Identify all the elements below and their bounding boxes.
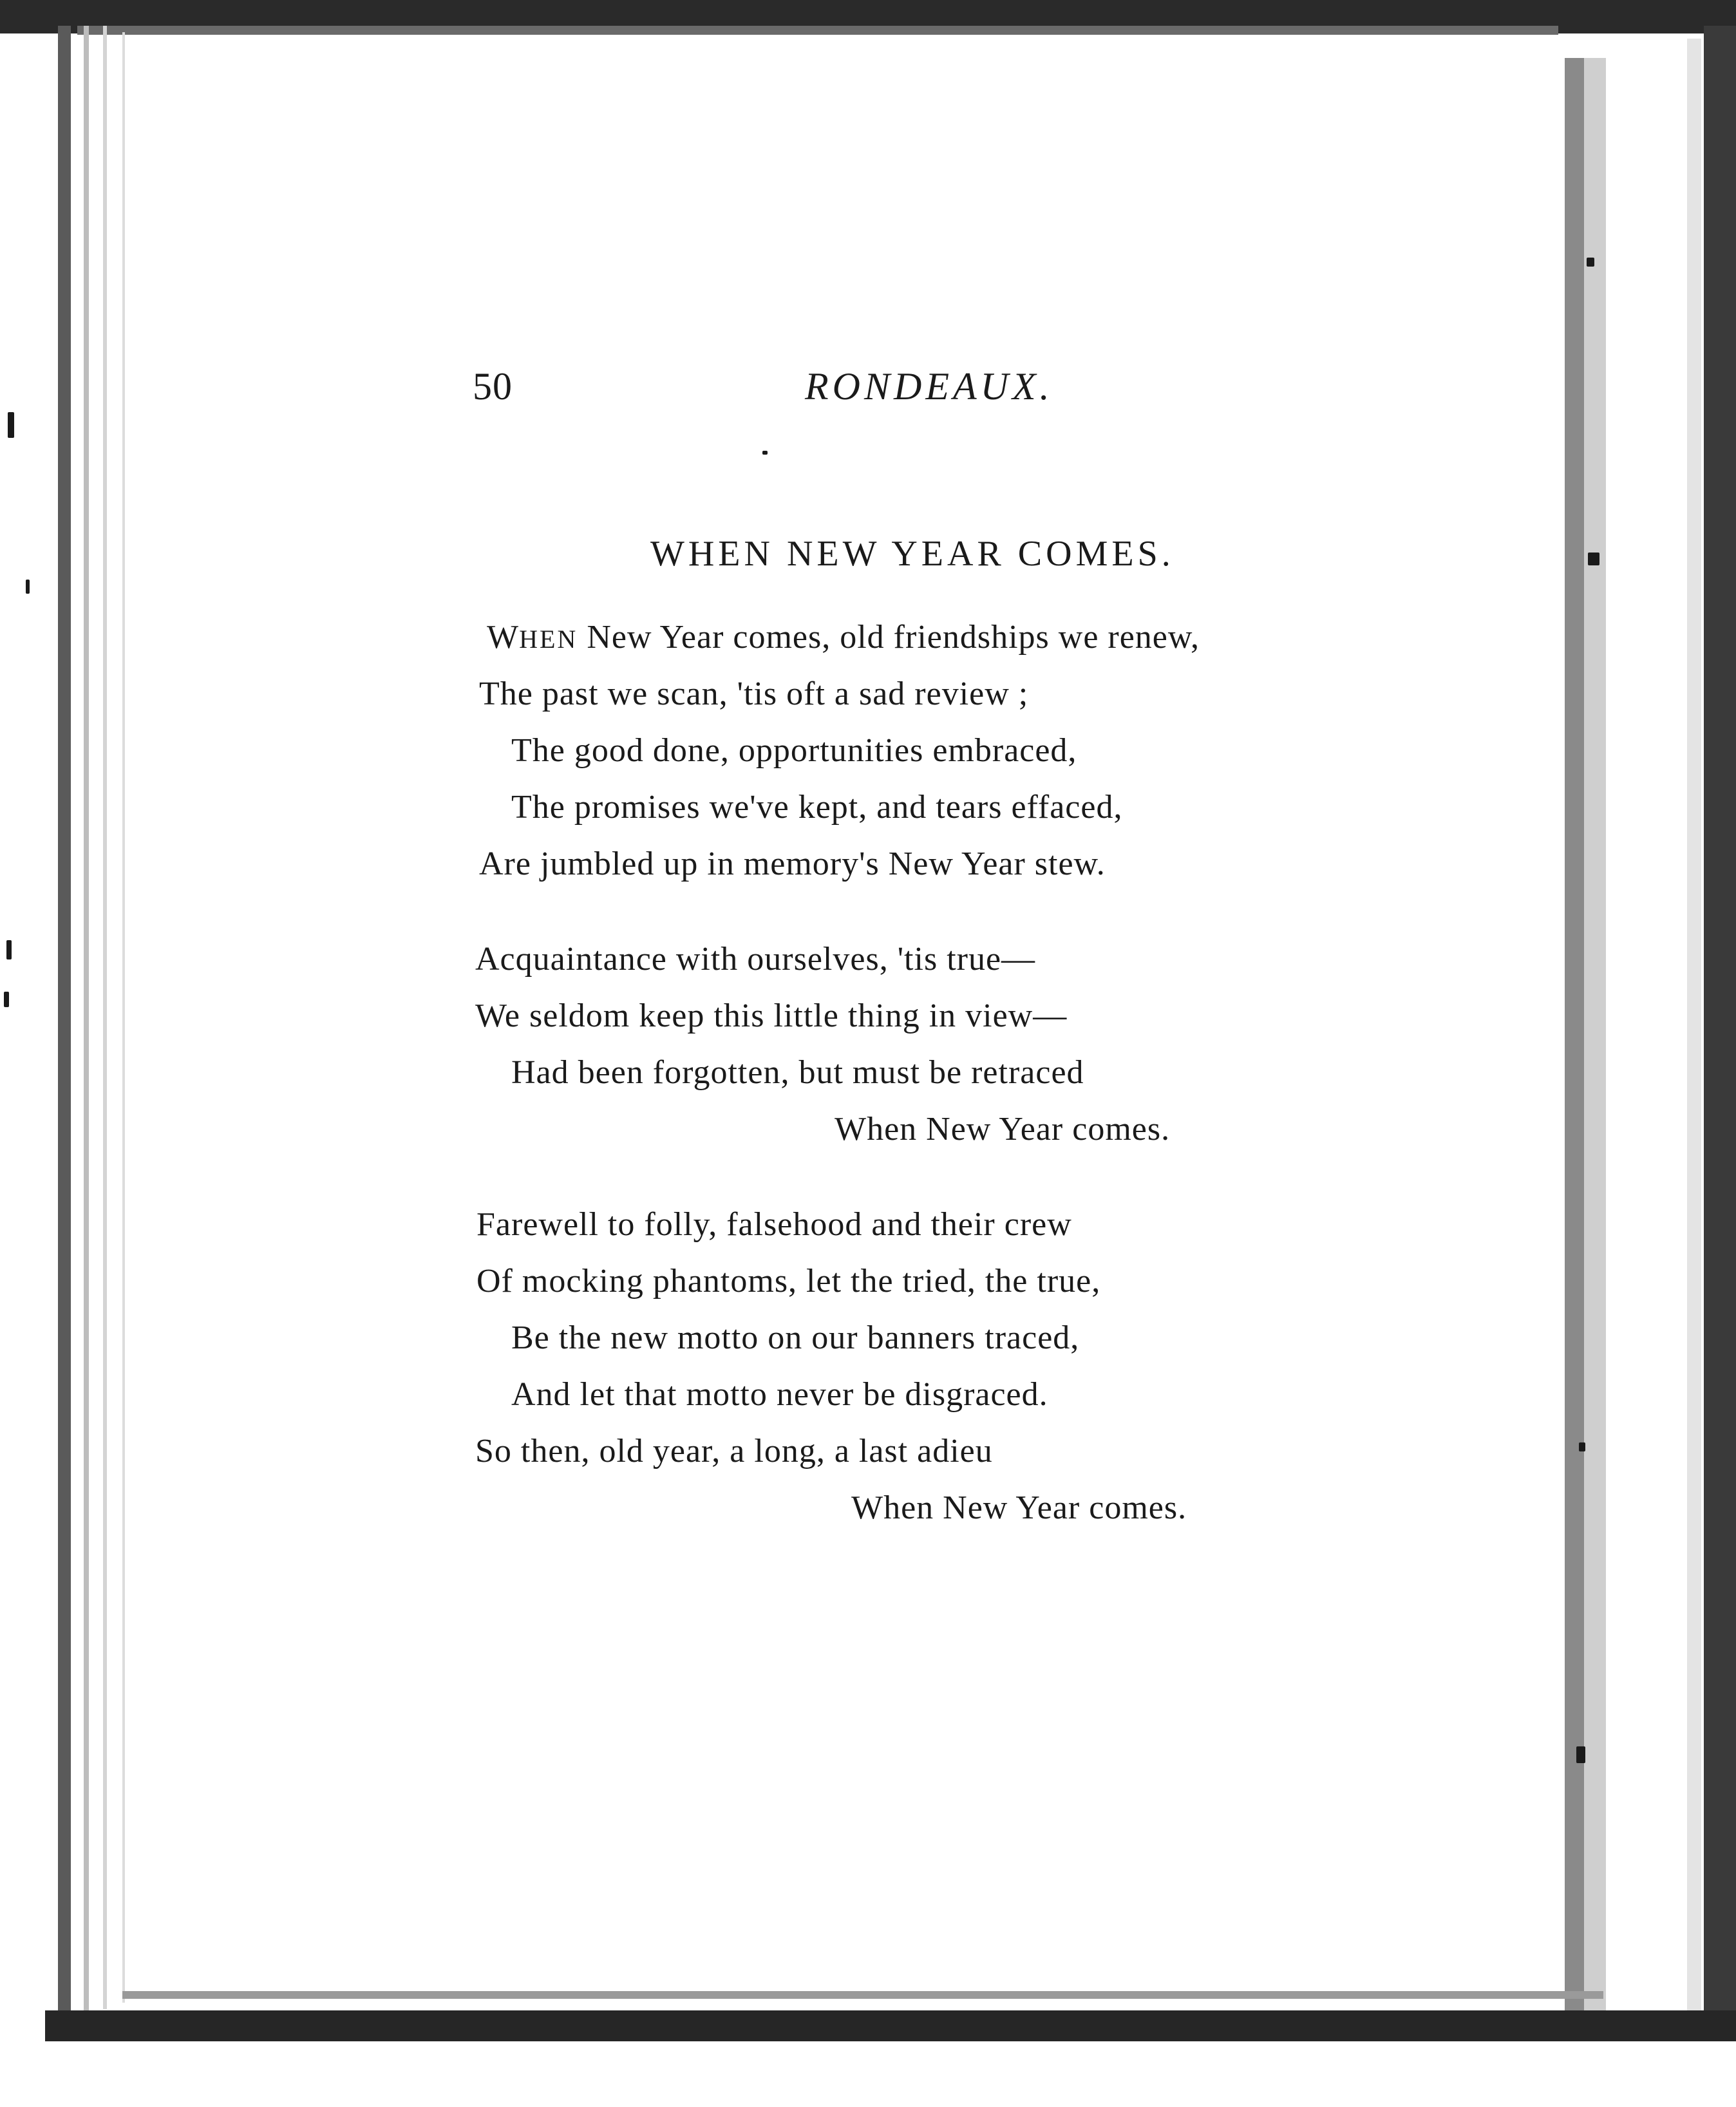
poem-line (487, 618, 1200, 656)
poem-line: Farewell to folly, falsehood and their crew (476, 1206, 1072, 1243)
scan-top-shadow (77, 26, 1558, 35)
scan-speck (1587, 258, 1594, 267)
scan-bottom-shadow (122, 1991, 1603, 1999)
small-caps-word: HEN (519, 625, 578, 654)
poem-refrain: When New Year comes. (835, 1111, 1171, 1148)
scan-right-gutter-shadow (1565, 58, 1584, 2028)
poem-line: Are jumbled up in memory's New Year stew. (479, 846, 1106, 882)
running-head: RONDEAUX. (805, 365, 1053, 408)
poem-line: And let that motto never be disgraced. (511, 1376, 1048, 1413)
scan-speck (26, 580, 30, 594)
scan-right-edge (1704, 26, 1736, 2048)
first-line-text: New Year comes, old friendships we renew, (578, 619, 1200, 656)
poem-line: Acquaintance with ourselves, 'tis true— (475, 941, 1036, 978)
poem-line: Be the new motto on our banners traced, (511, 1319, 1080, 1356)
poem-refrain: When New Year comes. (851, 1489, 1187, 1526)
scan-speck (1576, 1746, 1585, 1763)
scan-bottom-edge (45, 2010, 1736, 2041)
page-number: 50 (473, 365, 513, 408)
scan-right-next-page (1687, 39, 1701, 2035)
poem-line: The good done, opportunities embraced, (511, 732, 1077, 769)
drop-initial: W (487, 619, 520, 656)
poem-line: Had been forgotten, but must be retraced (511, 1054, 1084, 1091)
scan-speck (8, 412, 14, 438)
scan-speck (4, 992, 9, 1007)
scan-left-page-edge (103, 26, 107, 2009)
scan-left-page-edge (122, 32, 125, 2003)
scan-bottom-margin (0, 2041, 1736, 2107)
scan-speck (6, 940, 12, 959)
poem-line: The promises we've kept, and tears effaced, (511, 789, 1123, 826)
poem-line: The past we scan, 'tis oft a sad review ; (479, 676, 1029, 712)
scan-left-page-edge (84, 26, 89, 2016)
poem-title: WHEN NEW YEAR COMES. (650, 534, 1175, 574)
poem-line: We seldom keep this little thing in view— (475, 997, 1068, 1034)
poem-line: So then, old year, a long, a last adieu (475, 1433, 993, 1469)
scan-speck (1579, 1442, 1585, 1451)
scan-speck (762, 451, 768, 455)
scan-right-gutter-shadow (1584, 58, 1606, 2028)
poem-line: Of mocking phantoms, let the tried, the true, (476, 1263, 1101, 1299)
scan-speck (1588, 553, 1599, 565)
scan-left-binding (58, 26, 71, 2022)
